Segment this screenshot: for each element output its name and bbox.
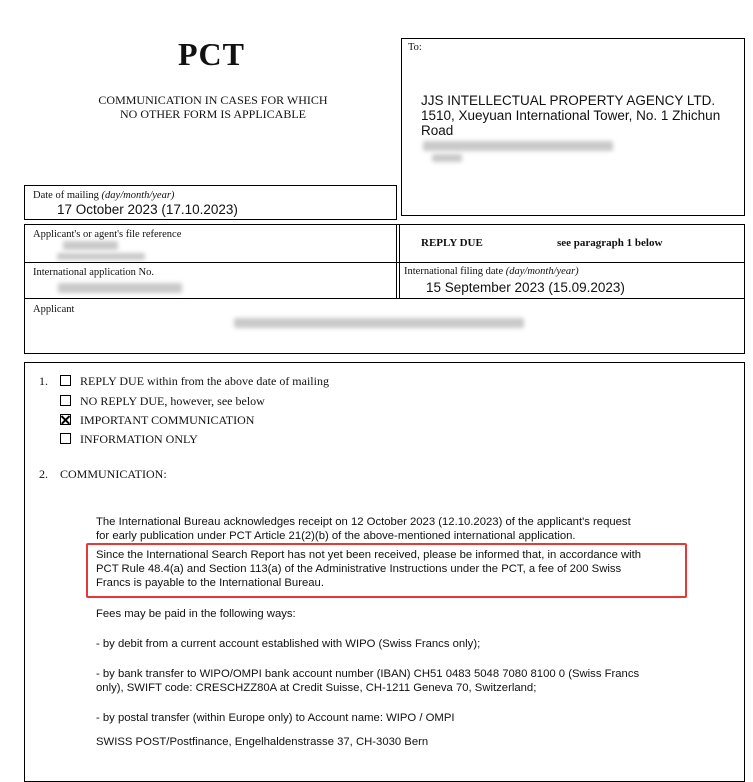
redacted-application-number [58,283,182,293]
section-2-number: 2. [39,467,48,481]
section-2-title: COMMUNICATION: [60,467,167,481]
fee-notice-line: Since the International Search Report has not yet been received, please be informed that, in accordance with [96,549,642,561]
checkbox-reply-due[interactable] [60,375,71,386]
addressee-address-line: Road [421,123,454,138]
acknowledgement-line: The International Bureau acknowledges receipt on 12 October 2023 (12.10.2023) of the applicant's request [96,516,631,528]
redacted-file-reference [57,253,145,260]
applicant-label: Applicant [33,304,75,315]
addressee-label: To: [408,42,422,53]
mailing-date-label: Date of mailing (day/month/year) [33,190,175,201]
reply-due-label: REPLY DUE [421,237,483,249]
option-information-only-label: INFORMATION ONLY [80,432,198,446]
checkbox-important-communication[interactable] [60,414,71,425]
redacted-address [423,141,613,151]
filing-date-label: International filing date (day/month/year) [404,266,579,277]
option-reply-due-label: REPLY DUE within from the above date of mailing [80,374,329,388]
file-reference-label: Applicant's or agent's file reference [33,229,182,240]
fee-notice-line: PCT Rule 48.4(a) and Section 113(a) of the Administrative Instructions under the PCT, a fee of 200 Swiss [96,563,622,575]
fee-notice-line: Francs is payable to the International Bureau. [96,577,324,589]
redacted-address [432,154,462,162]
payment-bank-transfer-line: only), SWIFT code: CRESCHZZ80A at Credit Suisse, CH-1211 Geneva 70, Switzerland; [96,682,537,694]
section-1-number: 1. [39,374,48,388]
payment-bank-transfer-line: - by bank transfer to WIPO/OMPI bank account number (IBAN) CH51 0483 5048 7080 8100 0 (Swiss Francs [96,668,640,680]
acknowledgement-line: for early publication under PCT Article 21(2)(b) of the above-mentioned international application. [96,530,576,542]
addressee-address-line: 1510, Xueyuan International Tower, No. 1 Zhichun [421,108,721,123]
checkbox-information-only[interactable] [60,433,71,444]
payment-debit: - by debit from a current account established with WIPO (Swiss Francs only); [96,638,481,650]
mailing-date-value: 17 October 2023 (17.10.2023) [57,202,238,217]
option-important-communication-label: IMPORTANT COMMUNICATION [80,413,255,427]
filing-date-value: 15 September 2023 (15.09.2023) [426,280,625,295]
option-no-reply-due-label: NO REPLY DUE, however, see below [80,394,265,408]
form-title-line1: COMMUNICATION IN CASES FOR WHICH [98,93,328,107]
payment-postal-transfer: - by postal transfer (within Europe only) to Account name: WIPO / OMPI [96,712,455,724]
addressee-name: JJS INTELLECTUAL PROPERTY AGENCY LTD. [421,93,716,108]
payment-intro: Fees may be paid in the following ways: [96,608,296,620]
postfinance-address: SWISS POST/Postfinance, Engelhaldenstrasse 37, CH-3030 Bern [96,736,429,748]
reply-due-note: see paragraph 1 below [557,237,663,249]
redacted-applicant-name [234,318,524,328]
form-title-line2: NO OTHER FORM IS APPLICABLE [119,107,307,121]
pct-logo: PCT [178,36,245,72]
international-application-label: International application No. [33,267,155,278]
checkbox-no-reply-due[interactable] [60,395,71,406]
redacted-file-reference [63,241,118,250]
